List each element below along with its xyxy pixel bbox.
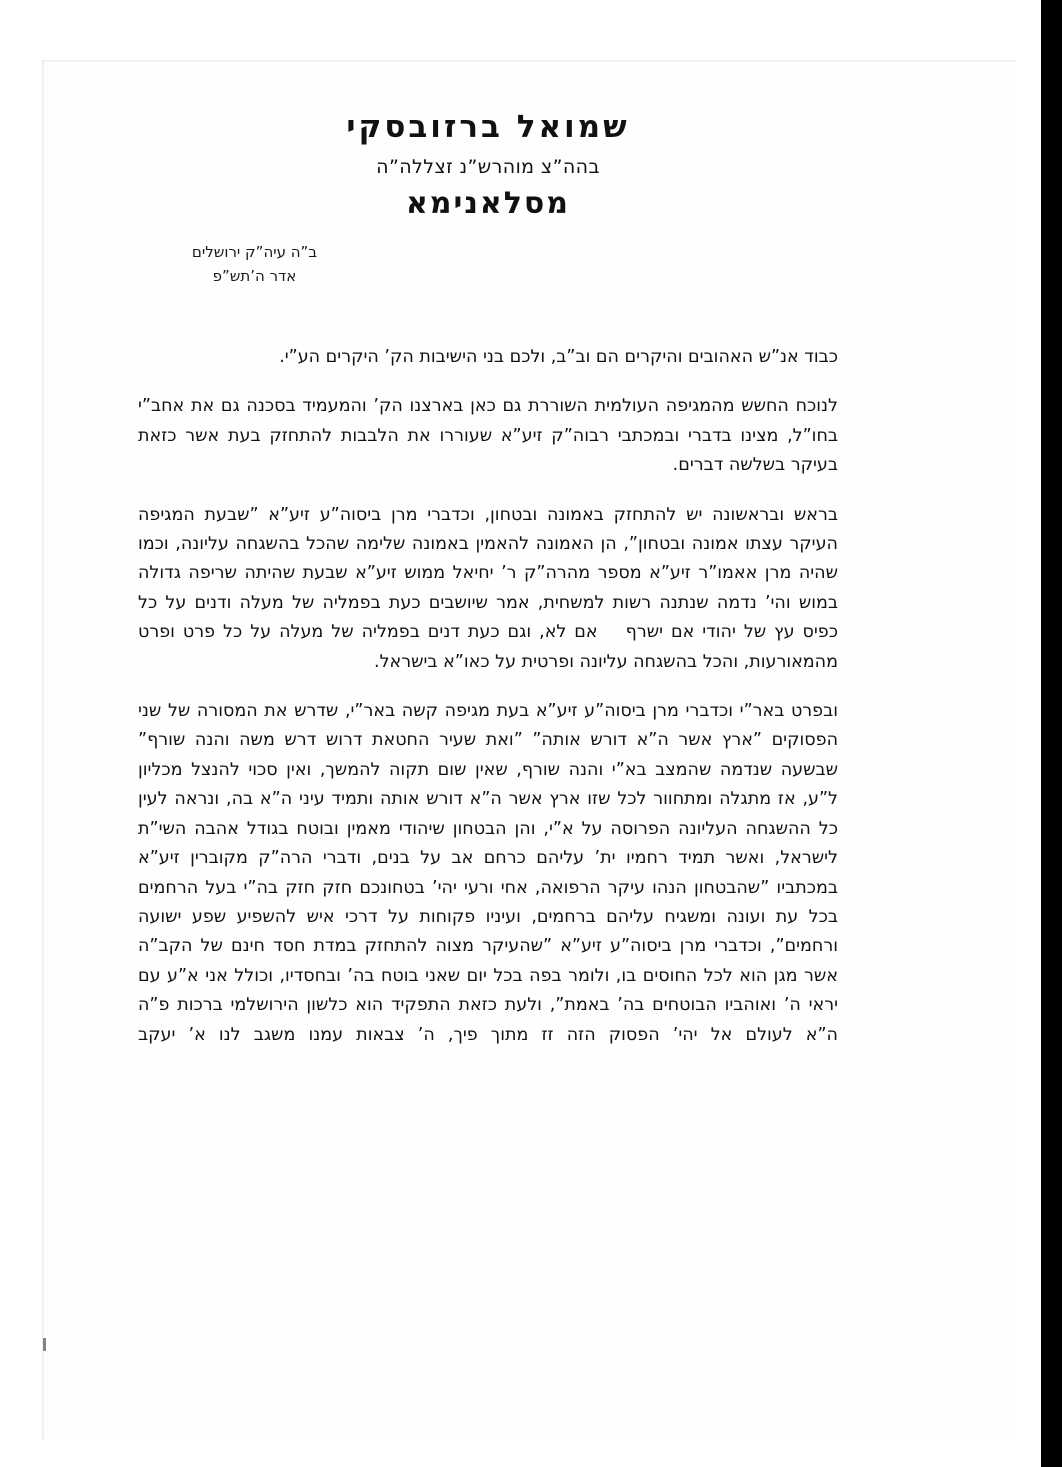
body-paragraph-3-part-b: אם לא, וגם כעת דנים בפמליה של מעלה על כל פרט ופרט מהמאורעות, והכל בהשגחה עליונה ופרטית על כאו”א בישראל. (138, 622, 838, 672)
scan-edge-right-border (1041, 0, 1062, 1467)
letterhead (138, 108, 838, 223)
body-paragraph-4: ובפרט באר”י וכדברי מרן ביסוה”ע זיע”א בעת מגיפה קשה באר”י, שדרש את המסורה של שני הפסוקים ”ארץ אשר ה”א דורש אותה” ”ואת שעיר החטאת דרוש דרש משה והנה שורף” שבשעה שנדמה שהמצב בא”י והנה שורף, שאין שום תקוה להמשך, ואין סכוי להנצל מכליון ל”ע, אז מתגלה ומתחוור לכל שזו ארץ אשר ה”א דורש אותה ותמיד עיני ה”א בה, ונראה לעין כל ההשגחה העליונה הפרוסה על א”י, והן הבטחון שיהודי מאמין ובוטח בגודל אהבה השי”ת לישראל, ואשר תמיד רחמיו ית’ עליהם כרחם אב על בנים, ודברי הרה”ק מקוברין זיע”א במכתביו ”שהבטחון הנהו עיקר הרפואה, אחי ורעי יהי’ בטחונכם חזק חזק בה”י בעל הרחמים בכל עת ועונה ומשגיח עליהם ברחמים, ועיניו פקוחות על דרכי איש להשפיע שפע ישועה ורחמים”, וכדברי מרן ביסוה”ע זיע”א ”שהעיקר מצוה להתחזק במדת חסד חינם של הקב”ה אשר מגן הוא לכל החוסים בו, ולומר בפה בכל יום שאני בוטח בה’ ובחסדיו, וכולל אני א”ע עם יראי ה’ ואוהביו הבוטחים בה’ באמת”, ולעת כזאת התפקיד הוא כלשון הירושלמי ברכות פ”ה ה”א לעולם אל יהי’ הפסוק הזה זז מתוך פיך, ה’ צבאות עמנו משגב לנו א’ יעקב (138, 701, 838, 1045)
dateline-date: אדר ה’תש”פ (212, 267, 297, 286)
body-paragraph-3 (138, 501, 838, 677)
letterhead-name: שמואל ברזובסקי (346, 109, 630, 145)
dateline-place: ב”ה עיה”ק ירושלים (191, 243, 317, 261)
scan-artifact-speck (43, 1338, 46, 1351)
body-paragraph-1: כבוד אנ”ש האהובים והיקרים הם וב”ב, ולכם בני הישיבות הק’ היקרים הע”י. (279, 347, 838, 367)
dateline (192, 240, 317, 289)
body-paragraph-2: לנוכח החשש מהמגיפה העולמית השוררת גם כאן בארצנו הק’ והמעמיד בסכנה גם את אחב”י בחו”ל, מצינו בדברי ובמכתבי רבוה”ק זיע”א שעוררו את הלבבות להתחזק בעת אשר כזאת בעיקר בשלשה דברים. (138, 396, 838, 476)
body-paragraph-3-part-a: בראש ובראשונה יש להתחזק באמונה ובטחון, וכדברי מרן ביסוה”ע זיע”א ”שבעת המגיפה העיקר עצתו אמונה ובטחון”, הן האמונה להאמין באמונה שלימה שהכל בהשגחה עליונה, וכמו שהיה מרן אאמו”ר זיע”א מספר מהרה”ק ר’ יחיאל ממוש זיע”א שבעת שהיתה שריפה גדולה במוש והי’ נדמה שנתנה רשות למשחית, אמר שיושבים כעת בפמליה של מעלה ודנים על כל כפיס עץ של יהודי אם ישרף (138, 504, 838, 643)
letter-body (138, 343, 838, 1050)
letterhead-town: מסלאנימא (405, 186, 571, 222)
letterhead-subtitle: בהה”צ מוהרש”נ זצללה”ה (376, 155, 600, 178)
